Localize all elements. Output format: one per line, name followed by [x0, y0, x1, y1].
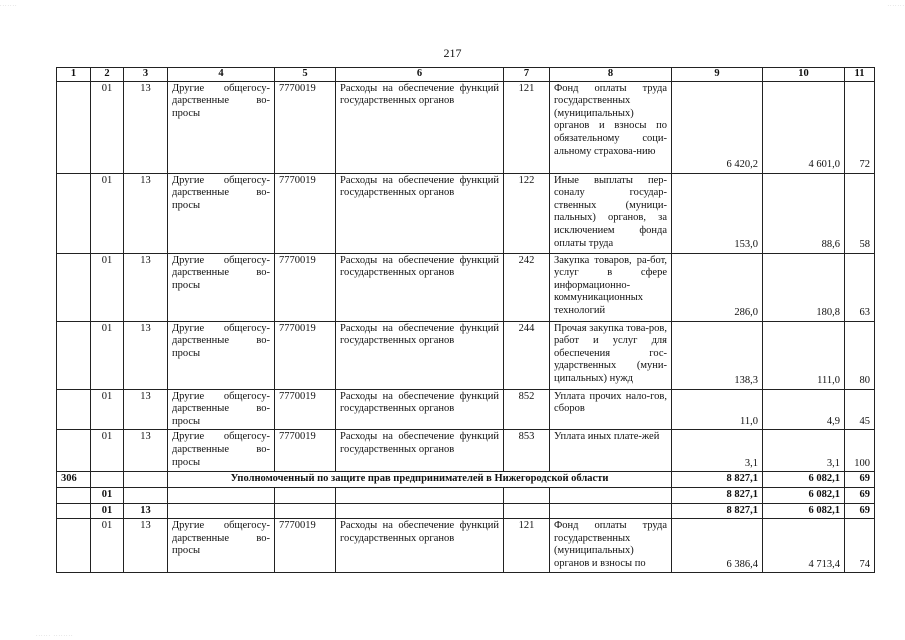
cell-subsection: 13 [124, 430, 168, 472]
cell-subsection: 13 [124, 519, 168, 573]
column-header: 8 [550, 68, 672, 82]
cell-execution-percent: 74 [845, 519, 875, 573]
cell-subsection [124, 487, 168, 503]
cell-target-article-name [336, 503, 504, 519]
cell-admin-code [57, 253, 91, 321]
cell-subsection-name: Другие общегосу-дарственные во-просы [168, 321, 275, 389]
cell-subsection-name: Другие общегосу-дарственные во-просы [168, 519, 275, 573]
cell-expense-type-name [550, 487, 672, 503]
cell-expense-type: 121 [504, 519, 550, 573]
scan-edge-mark: ...... ........ [36, 632, 74, 638]
cell-approved-amount: 11,0 [672, 389, 763, 430]
agency-row [57, 472, 875, 488]
cell-subsection-name: Другие общегосу-дарственные во-просы [168, 430, 275, 472]
cell-execution-percent: 72 [845, 81, 875, 173]
cell-target-article: 7770019 [275, 321, 336, 389]
column-header: 1 [57, 68, 91, 82]
cell-approved-amount: 138,3 [672, 321, 763, 389]
cell-approved-amount: 3,1 [672, 430, 763, 472]
cell-expense-type: 244 [504, 321, 550, 389]
cell-expense-type-name [550, 503, 672, 519]
cell-subsection: 13 [124, 321, 168, 389]
cell-admin-code [57, 389, 91, 430]
table-row [57, 81, 875, 173]
scan-edge-mark: ....... [0, 2, 18, 8]
cell-expense-type [504, 503, 550, 519]
cell-subsection [124, 472, 168, 488]
cell-target-article-name: Расходы на обеспечение функций государственных органов [336, 173, 504, 253]
column-header: 4 [168, 68, 275, 82]
cell-target-article: 7770019 [275, 519, 336, 573]
cell-approved-amount: 6 386,4 [672, 519, 763, 573]
cell-subsection-name: Другие общегосу-дарственные во-просы [168, 81, 275, 173]
cell-subsection: 13 [124, 173, 168, 253]
cell-execution-percent: 69 [845, 472, 875, 488]
scan-edge-mark: ....... [887, 2, 905, 8]
cell-expense-type: 242 [504, 253, 550, 321]
column-header: 3 [124, 68, 168, 82]
cell-section: 01 [91, 321, 124, 389]
cell-subsection-name: Другие общегосу-дарственные во-просы [168, 389, 275, 430]
cell-expense-type: 121 [504, 81, 550, 173]
cell-target-article: 7770019 [275, 253, 336, 321]
cell-expense-type-name: Иные выплаты пер-соналу государ-ственных (муници-пальных) органов, за исключением фонда оплаты труда [550, 173, 672, 253]
cell-subsection-name [168, 487, 275, 503]
table-row [57, 519, 875, 573]
cell-execution-percent: 80 [845, 321, 875, 389]
cell-expense-type-name: Закупка товаров, ра-бот, услуг в сфере информационно-коммуникационных технологий [550, 253, 672, 321]
cell-section: 01 [91, 487, 124, 503]
cell-section: 01 [91, 430, 124, 472]
column-header: 7 [504, 68, 550, 82]
cell-execution-percent: 100 [845, 430, 875, 472]
cell-section: 01 [91, 253, 124, 321]
cell-target-article: 7770019 [275, 389, 336, 430]
table-row [57, 321, 875, 389]
cell-target-article-name: Расходы на обеспечение функций государственных органов [336, 253, 504, 321]
cell-target-article [275, 503, 336, 519]
cell-executed-amount: 4 601,0 [763, 81, 845, 173]
cell-execution-percent: 69 [845, 503, 875, 519]
agency-title: Уполномоченный по защите прав предпринимателей в Нижегородской области [168, 472, 672, 488]
cell-expense-type-name: Фонд оплаты труда государственных (муниципальных) органов и взносы по обязательному соци-альному страхова-нию [550, 81, 672, 173]
cell-subsection-name [168, 503, 275, 519]
cell-section [91, 472, 124, 488]
cell-executed-amount: 4 713,4 [763, 519, 845, 573]
cell-admin-code: 306 [57, 472, 91, 488]
cell-execution-percent: 45 [845, 389, 875, 430]
cell-admin-code [57, 173, 91, 253]
cell-target-article: 7770019 [275, 430, 336, 472]
column-header: 2 [91, 68, 124, 82]
table-row [57, 253, 875, 321]
cell-subsection: 13 [124, 253, 168, 321]
section-total-row [57, 503, 875, 519]
cell-target-article-name: Расходы на обеспечение функций государственных органов [336, 389, 504, 430]
table-row [57, 430, 875, 472]
cell-executed-amount: 88,6 [763, 173, 845, 253]
column-header: 5 [275, 68, 336, 82]
cell-executed-amount: 4,9 [763, 389, 845, 430]
cell-section: 01 [91, 519, 124, 573]
page-number: 217 [443, 46, 462, 60]
cell-subsection: 13 [124, 389, 168, 430]
cell-executed-amount: 3,1 [763, 430, 845, 472]
cell-executed-amount: 111,0 [763, 321, 845, 389]
cell-expense-type-name: Уплата иных плате-жей [550, 430, 672, 472]
cell-expense-type [504, 487, 550, 503]
cell-approved-amount: 286,0 [672, 253, 763, 321]
cell-executed-amount: 6 082,1 [763, 487, 845, 503]
cell-admin-code [57, 321, 91, 389]
cell-admin-code [57, 487, 91, 503]
cell-approved-amount: 153,0 [672, 173, 763, 253]
cell-execution-percent: 63 [845, 253, 875, 321]
cell-admin-code [57, 430, 91, 472]
cell-executed-amount: 6 082,1 [763, 503, 845, 519]
cell-admin-code [57, 503, 91, 519]
column-header: 10 [763, 68, 845, 82]
cell-section: 01 [91, 503, 124, 519]
table-row [57, 173, 875, 253]
column-header: 9 [672, 68, 763, 82]
cell-execution-percent: 58 [845, 173, 875, 253]
column-header-row [57, 68, 875, 82]
cell-expense-type: 122 [504, 173, 550, 253]
cell-expense-type-name: Фонд оплаты труда государственных (муниципальных) органов и взносы по [550, 519, 672, 573]
column-header: 6 [336, 68, 504, 82]
cell-subsection-name: Другие общегосу-дарственные во-просы [168, 253, 275, 321]
cell-expense-type: 852 [504, 389, 550, 430]
cell-section: 01 [91, 389, 124, 430]
cell-approved-amount: 8 827,1 [672, 472, 763, 488]
cell-admin-code [57, 519, 91, 573]
cell-approved-amount: 8 827,1 [672, 487, 763, 503]
column-header: 11 [845, 68, 875, 82]
cell-target-article-name: Расходы на обеспечение функций государственных органов [336, 81, 504, 173]
budget-table [56, 67, 875, 573]
cell-subsection: 13 [124, 503, 168, 519]
cell-expense-type-name: Прочая закупка това-ров, работ и услуг для обеспечения гос-ударственных (муни-ципальных) нужд [550, 321, 672, 389]
section-total-row [57, 487, 875, 503]
cell-target-article: 7770019 [275, 81, 336, 173]
cell-executed-amount: 180,8 [763, 253, 845, 321]
cell-approved-amount: 6 420,2 [672, 81, 763, 173]
cell-section: 01 [91, 81, 124, 173]
cell-execution-percent: 69 [845, 487, 875, 503]
cell-target-article: 7770019 [275, 173, 336, 253]
cell-subsection: 13 [124, 81, 168, 173]
cell-target-article-name: Расходы на обеспечение функций государственных органов [336, 321, 504, 389]
cell-admin-code [57, 81, 91, 173]
cell-target-article [275, 487, 336, 503]
cell-subsection-name: Другие общегосу-дарственные во-просы [168, 173, 275, 253]
table-row [57, 389, 875, 430]
cell-approved-amount: 8 827,1 [672, 503, 763, 519]
cell-expense-type-name: Уплата прочих нало-гов, сборов [550, 389, 672, 430]
cell-expense-type: 853 [504, 430, 550, 472]
cell-executed-amount: 6 082,1 [763, 472, 845, 488]
cell-target-article-name [336, 487, 504, 503]
cell-section: 01 [91, 173, 124, 253]
cell-target-article-name: Расходы на обеспечение функций государственных органов [336, 430, 504, 472]
cell-target-article-name: Расходы на обеспечение функций государственных органов [336, 519, 504, 573]
